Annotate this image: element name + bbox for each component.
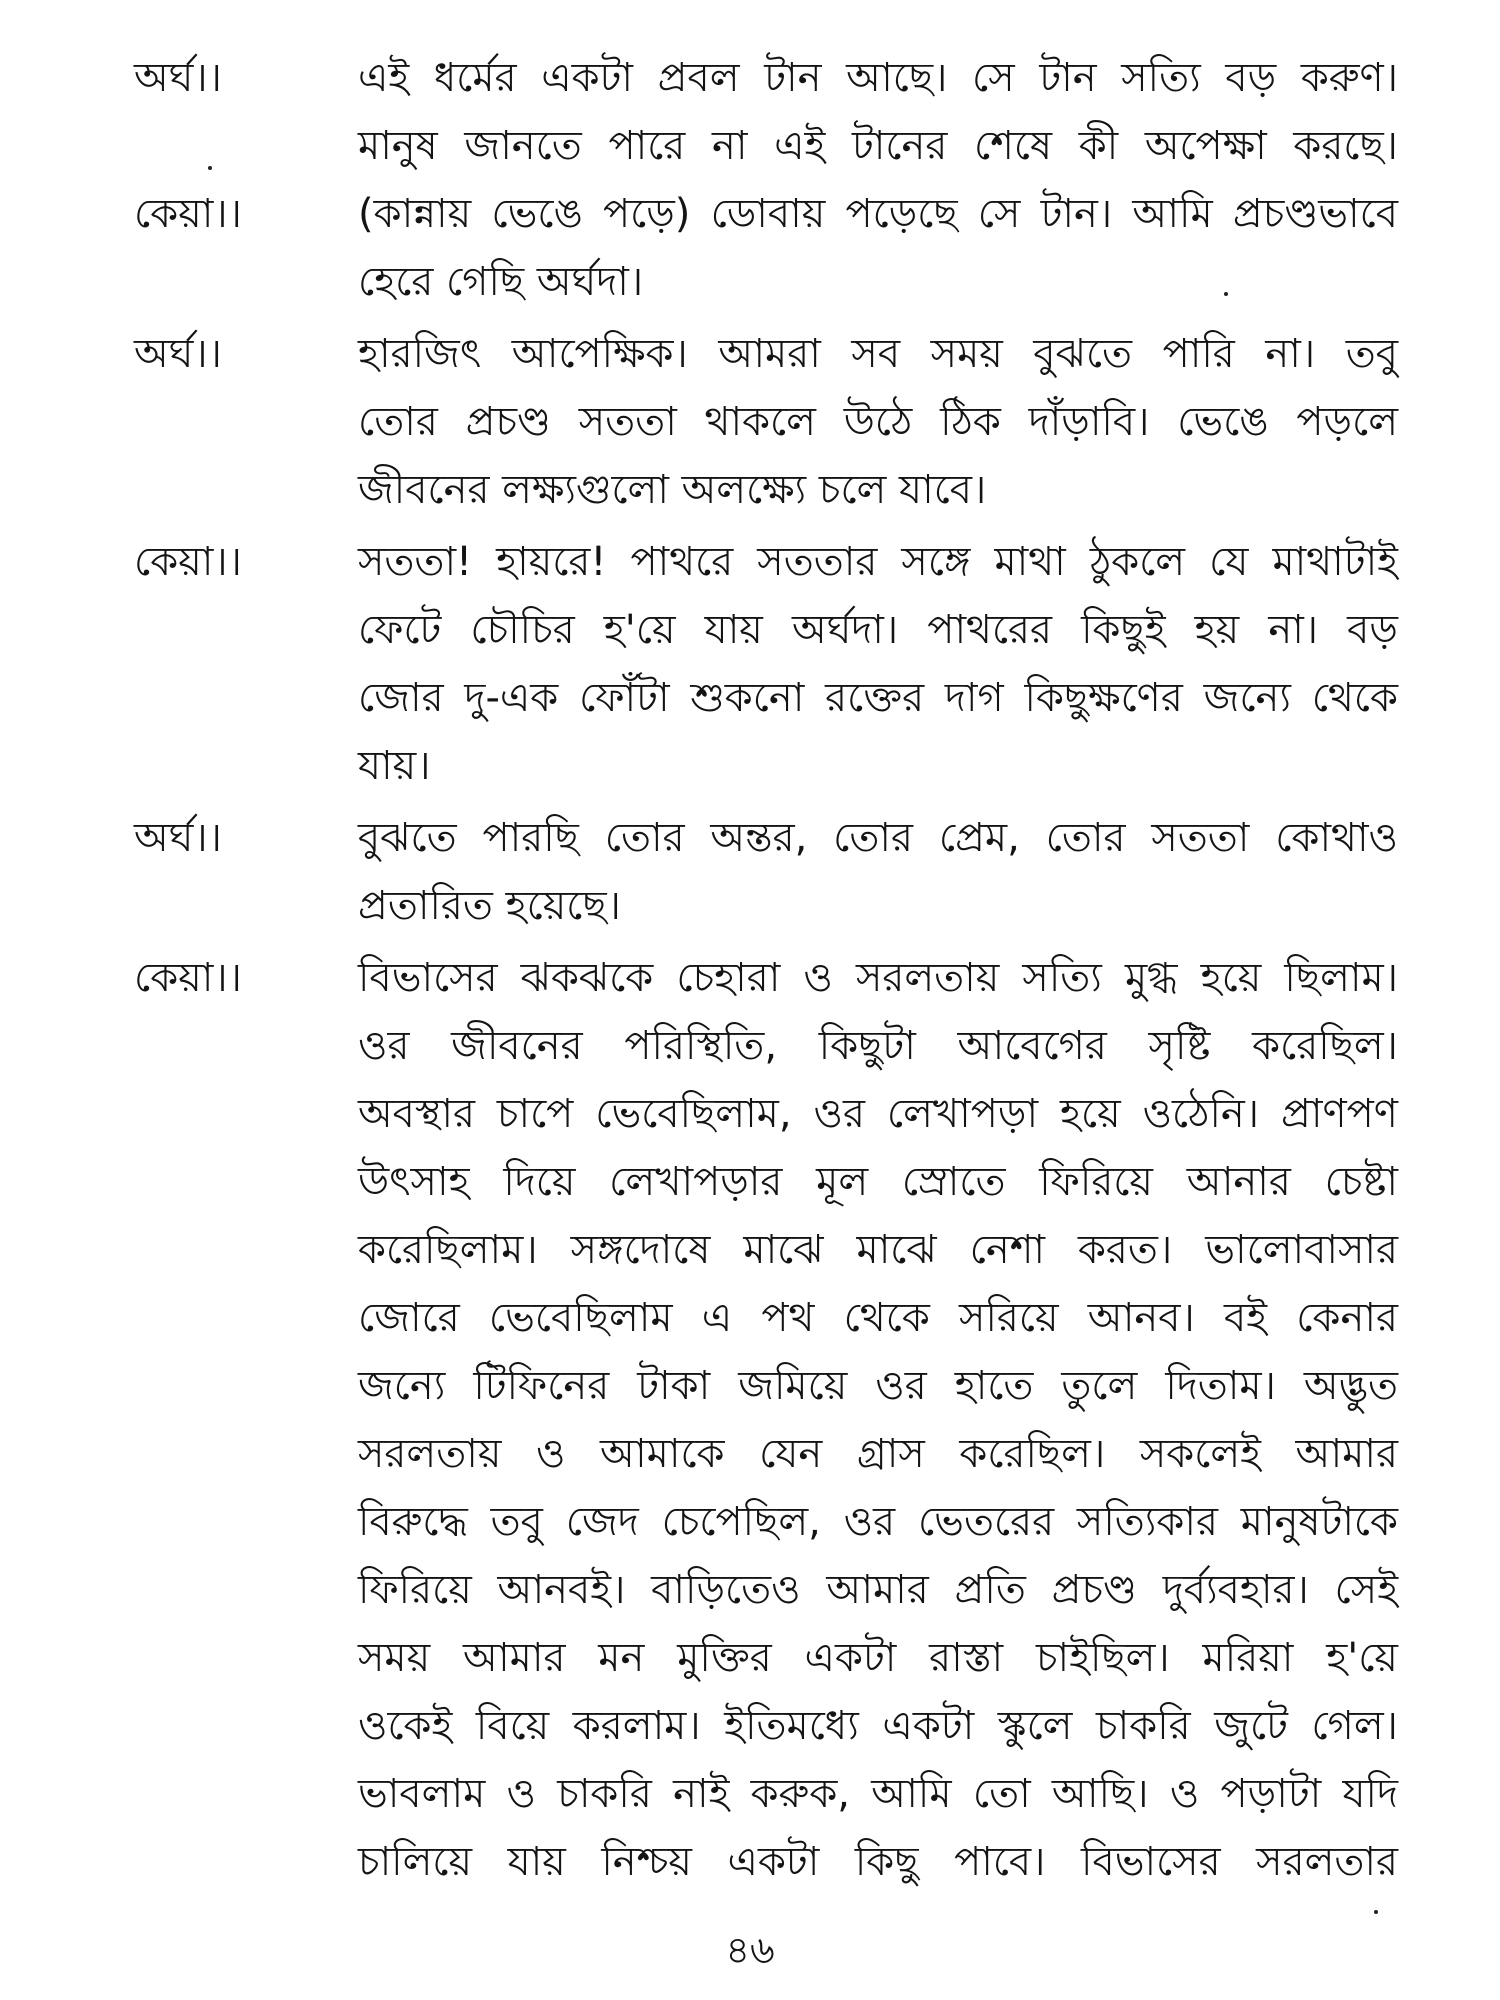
dialogue-line: ফিরিয়ে আনবই। বাড়িতেও আমার প্রতি প্রচণ্ড দুর্ব্যবহার। সেই (358, 1567, 1398, 1613)
dialogue-line: বিভাসের ঝকঝকে চেহারা ও সরলতায় সত্যি মুগ্ধ হয়ে ছিলাম। (358, 955, 1398, 1001)
dialogue-line: অবস্থার চাপে ভেবেছিলাম, ওর লেখাপড়া হয়ে ওঠেনি। প্রাণপণ (358, 1091, 1398, 1137)
speaker-label: কেয়া।। (134, 191, 242, 237)
scan-speck (1224, 292, 1228, 296)
dialogue-line: প্রতারিত হয়েছে। (358, 883, 621, 929)
scan-speck (208, 166, 212, 170)
page-number: ৪৬ (725, 1928, 775, 1972)
dialogue-line: সময় আমার মন মুক্তির একটা রাস্তা চাইছিল। মরিয়া হ'য়ে (358, 1635, 1398, 1681)
dialogue-line: ওকেই বিয়ে করলাম। ইতিমধ্যে একটা স্কুলে চাকরি জুটে গেল। (358, 1703, 1398, 1749)
dialogue-line: ফেটে চৌচির হ'য়ে যায় অর্ঘদা। পাথরের কিছুই হয় না। বড় (358, 607, 1398, 653)
speaker-label: অর্ঘ।। (134, 815, 222, 861)
dialogue-line: (কান্নায় ভেঙে পড়ে) ডোবায় পড়েছে সে টান। আমি প্রচণ্ডভাবে (358, 191, 1398, 237)
dialogue-line: এই ধর্মের একটা প্রবল টান আছে। সে টান সত্যি বড় করুণ। (358, 55, 1398, 101)
dialogue-line: ওর জীবনের পরিস্থিতি, কিছুটা আবেগের সৃষ্টি করেছিল। (358, 1023, 1398, 1069)
speaker-label: কেয়া।। (134, 539, 242, 585)
dialogue-line: তোর প্রচণ্ড সততা থাকলে উঠে ঠিক দাঁড়াবি। ভেঙে পড়লে (358, 399, 1398, 445)
dialogue-line: যায়। (358, 743, 431, 789)
dialogue-line: মানুষ জানতে পারে না এই টানের শেষে কী অপেক্ষা করছে। (358, 123, 1398, 169)
dialogue-line: বুঝতে পারছি তোর অন্তর, তোর প্রেম, তোর সততা কোথাও (358, 815, 1398, 861)
dialogue-line: বিরুদ্ধে তবু জেদ চেপেছিল, ওর ভেতরের সত্যিকার মানুষটাকে (358, 1499, 1398, 1545)
dialogue-line: চালিয়ে যায় নিশ্চয় একটা কিছু পাবে। বিভাসের সরলতার (358, 1839, 1398, 1885)
dialogue-line: হারজিৎ আপেক্ষিক। আমরা সব সময় বুঝতে পারি না। তবু (358, 331, 1398, 377)
dialogue-line: জন্যে টিফিনের টাকা জমিয়ে ওর হাতে তুলে দিতাম। অদ্ভুত (358, 1363, 1398, 1409)
speaker-label: অর্ঘ।। (134, 55, 222, 101)
dialogue-line: সততা! হায়রে! পাথরে সততার সঙ্গে মাথা ঠুকলে যে মাথাটাই (358, 539, 1398, 585)
speaker-label: কেয়া।। (134, 955, 242, 1001)
scan-speck (1374, 1910, 1378, 1914)
speaker-label: অর্ঘ।। (134, 331, 222, 377)
dialogue-line: করেছিলাম। সঙ্গদোষে মাঝে মাঝে নেশা করত। ভালোবাসার (358, 1227, 1398, 1273)
dialogue-line: জীবনের লক্ষ্যগুলো অলক্ষ্যে চলে যাবে। (358, 467, 987, 513)
dialogue-line: হেরে গেছি অর্ঘদা। (358, 259, 644, 305)
dialogue-line: ভাবলাম ও চাকরি নাই করুক, আমি তো আছি। ও পড়াটা যদি (358, 1771, 1398, 1817)
dialogue-line: উৎসাহ দিয়ে লেখাপড়ার মূল স্রোতে ফিরিয়ে আনার চেষ্টা (358, 1159, 1398, 1205)
dialogue-line: সরলতায় ও আমাকে যেন গ্রাস করেছিল। সকলেই আমার (358, 1431, 1398, 1477)
dialogue-line: জোরে ভেবেছিলাম এ পথ থেকে সরিয়ে আনব। বই কেনার (358, 1295, 1398, 1341)
dialogue-line: জোর দু-এক ফোঁটা শুকনো রক্তের দাগ কিছুক্ষণের জন্যে থেকে (358, 675, 1398, 721)
